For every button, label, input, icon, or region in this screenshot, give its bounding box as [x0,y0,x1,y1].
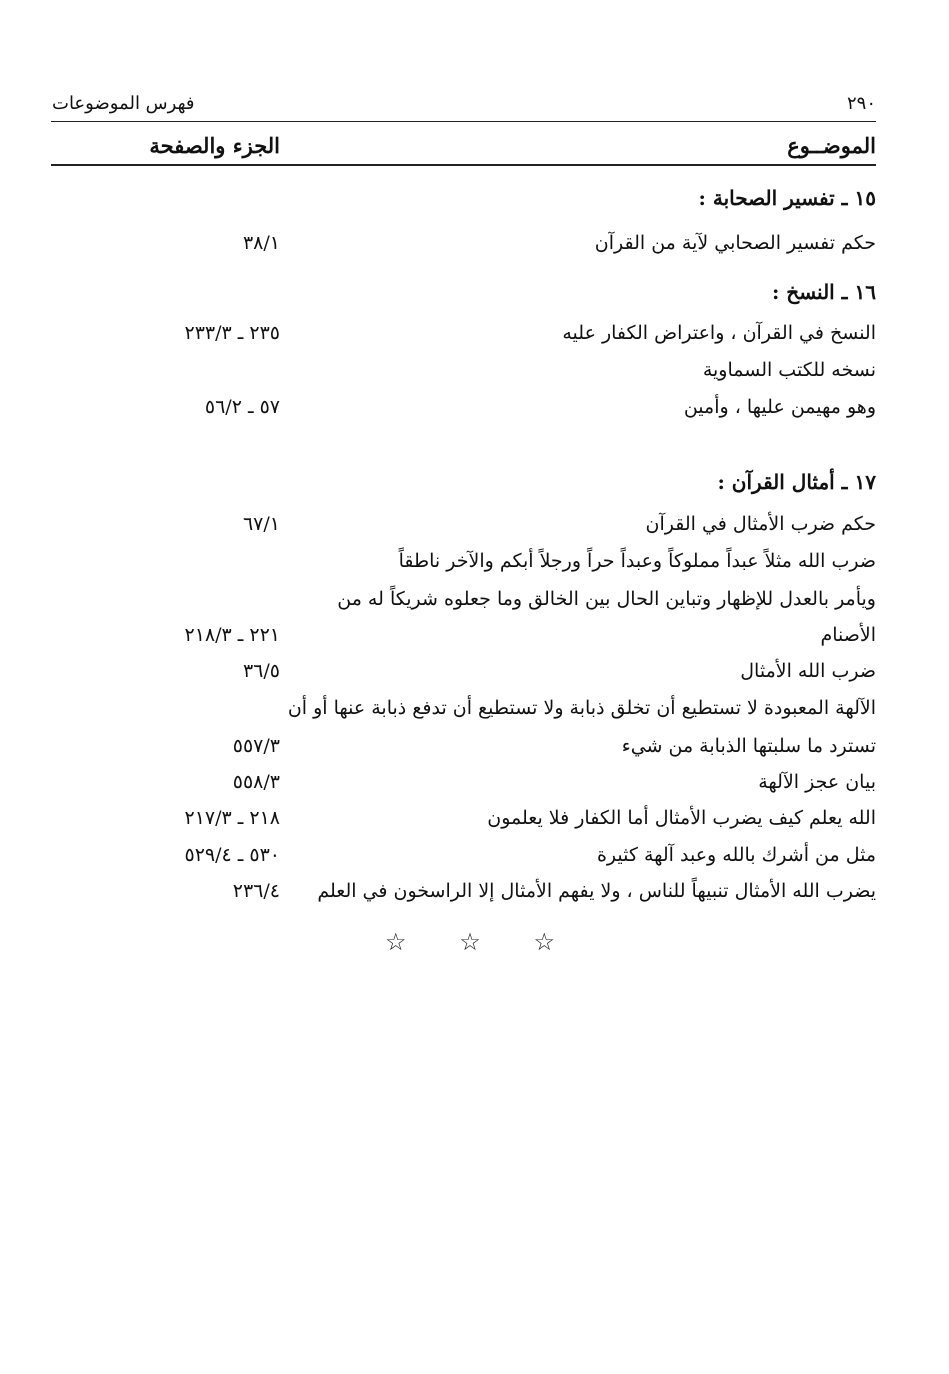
entry-topic: النسخ في القرآن ، واعتراض الكفار عليه [562,322,876,344]
entry-topic: ضرب الله مثلاً عبداً مملوكاً وعبداً حراً ورجلاً أبكم والآخر ناطقاً [398,550,876,572]
entry-ref: ٣٨/١ [242,232,280,254]
page-number: ٢٩٠ [846,93,876,114]
entry-ref: ٥٣٠ ـ ٥٢٩/٤ [184,844,280,866]
star-icon: ☆ [385,928,407,956]
entry-topic: ضرب الله الأمثال [740,660,876,682]
entry-ref: ٢١٨ ـ ٢١٧/٣ [184,807,280,829]
ref-column-header: الجزء والصفحة [149,133,280,158]
entry-ref: ٦٧/١ [242,513,280,535]
entry-ref: ٢٣٦/٤ [232,880,280,902]
entry-ref: ٥٥٨/٣ [232,771,280,793]
header-rule [51,121,876,122]
entry-topic: نسخه للكتب السماوية [702,359,876,381]
entry-topic: بيان عجز الآلهة [758,771,876,793]
section-heading: ١٧ ـ أمثال القرآن : [717,470,876,494]
entry-ref: ٣٦/٥ [242,660,280,682]
entry-topic: تسترد ما سلبتها الذبابة من شيء [621,735,876,757]
entry-topic: الأصنام [820,624,876,646]
entry-topic: وهو مهيمن عليها ، وأمين [683,396,876,418]
entry-topic: مثل من أشرك بالله وعبد آلهة كثيرة [596,844,876,866]
entry-ref: ٢٣٥ ـ ٢٣٣/٣ [184,322,280,344]
running-title: فهرس الموضوعات [52,93,195,114]
section-heading: ١٥ ـ تفسير الصحابة : [698,186,876,210]
topic-column-header: الموضــوع [787,133,876,158]
entry-topic: ويأمر بالعدل للإظهار وتباين الحال بين الخالق وما جعلوه شريكاً له من [337,588,876,610]
entry-ref: ٢٢١ ـ ٢١٨/٣ [184,624,280,646]
column-header-rule [51,164,876,166]
entry-topic: حكم ضرب الأمثال في القرآن [645,513,876,535]
entry-topic: الله يعلم كيف يضرب الأمثال أما الكفار فلا يعلمون [487,807,876,829]
entry-ref: ٥٧ ـ ٥٦/٢ [204,396,280,418]
star-icon: ☆ [533,928,555,956]
entry-topic: يضرب الله الأمثال تنبيهاً للناس ، ولا يفهم الأمثال إلا الراسخون في العلم [317,880,876,902]
entry-topic: الآلهة المعبودة لا تستطيع أن تخلق ذبابة ولا تستطيع أن تدفع ذبابة عنها أو أن [287,697,876,719]
entry-ref: ٥٥٧/٣ [232,735,280,757]
section-end-ornament [385,928,555,956]
section-heading: ١٦ ـ النسخ : [771,280,876,304]
star-icon: ☆ [459,928,481,956]
entry-topic: حكم تفسير الصحابي لآية من القرآن [594,232,876,254]
